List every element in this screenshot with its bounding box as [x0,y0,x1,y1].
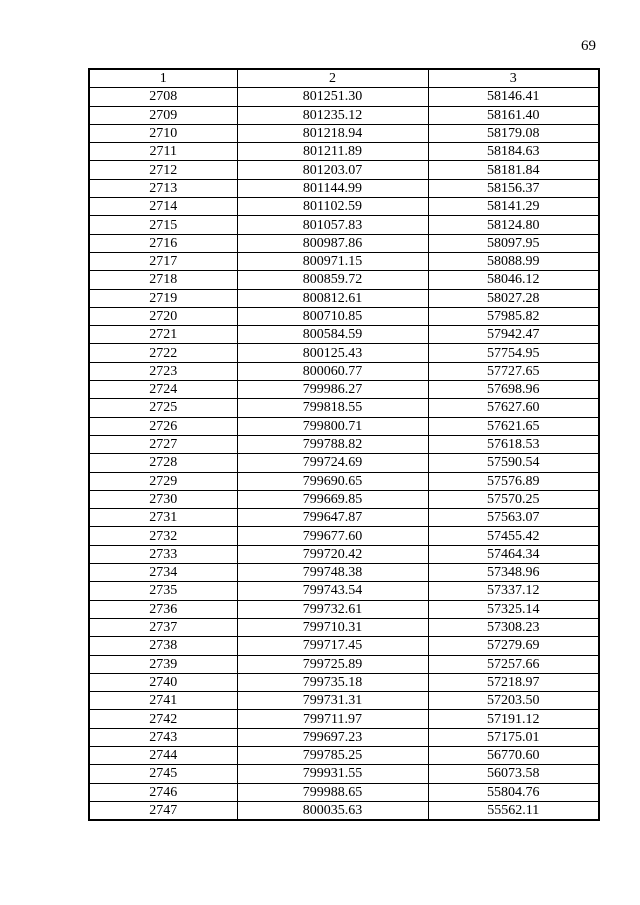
table-cell: 2712 [89,161,237,179]
table-cell: 799731.31 [237,692,428,710]
table-cell: 799669.85 [237,490,428,508]
table-row [89,143,599,161]
table-cell: 800584.59 [237,326,428,344]
table-cell: 2747 [89,801,237,820]
table-cell: 55562.11 [428,801,599,820]
table-cell: 2727 [89,435,237,453]
table-cell: 799818.55 [237,399,428,417]
table-cell: 2726 [89,417,237,435]
table-cell: 58046.12 [428,271,599,289]
table-cell: 56770.60 [428,746,599,764]
table-cell: 799717.45 [237,637,428,655]
table-row [89,234,599,252]
table-row [89,362,599,380]
table-cell: 799986.27 [237,381,428,399]
table-row [89,472,599,490]
table-cell: 800812.61 [237,289,428,307]
table-cell: 57325.14 [428,600,599,618]
table-row [89,600,599,618]
table-row [89,307,599,325]
table-row [89,509,599,527]
coordinates-table [88,68,600,821]
table-cell: 799748.38 [237,564,428,582]
table-row [89,216,599,234]
table-cell: 57590.54 [428,454,599,472]
table-row [89,490,599,508]
table-cell: 58179.08 [428,124,599,142]
table-row [89,582,599,600]
table-cell: 57203.50 [428,692,599,710]
table-cell: 2724 [89,381,237,399]
table-cell: 2729 [89,472,237,490]
table-cell: 799800.71 [237,417,428,435]
column-header: 1 [89,69,237,88]
table-cell: 58184.63 [428,143,599,161]
table-cell: 2738 [89,637,237,655]
table-cell: 2714 [89,198,237,216]
table-cell: 2710 [89,124,237,142]
table-cell: 2718 [89,271,237,289]
table-row [89,252,599,270]
table-cell: 57308.23 [428,618,599,636]
table-cell: 799725.89 [237,655,428,673]
table-row [89,637,599,655]
table-row [89,198,599,216]
column-header: 3 [428,69,599,88]
table-row [89,435,599,453]
table-cell: 57618.53 [428,435,599,453]
table-cell: 57698.96 [428,381,599,399]
table-cell: 2730 [89,490,237,508]
table-cell: 801057.83 [237,216,428,234]
table-cell: 2720 [89,307,237,325]
table-cell: 58097.95 [428,234,599,252]
table-cell: 800971.15 [237,252,428,270]
table-cell: 2741 [89,692,237,710]
table-row [89,417,599,435]
table-cell: 799788.82 [237,435,428,453]
table-cell: 58088.99 [428,252,599,270]
table-cell: 2713 [89,179,237,197]
table-cell: 2723 [89,362,237,380]
table-cell: 2744 [89,746,237,764]
table-row [89,728,599,746]
table-cell: 56073.58 [428,765,599,783]
table-row [89,289,599,307]
table-row [89,399,599,417]
table-cell: 801102.59 [237,198,428,216]
table-cell: 2735 [89,582,237,600]
table-cell: 2731 [89,509,237,527]
table-cell: 799677.60 [237,527,428,545]
table-row [89,271,599,289]
table-row [89,381,599,399]
table-cell: 2725 [89,399,237,417]
table-cell: 800035.63 [237,801,428,820]
table-cell: 800710.85 [237,307,428,325]
table-row [89,765,599,783]
table-cell: 57337.12 [428,582,599,600]
table-cell: 799720.42 [237,545,428,563]
table-cell: 2733 [89,545,237,563]
table-row [89,564,599,582]
table-cell: 801203.07 [237,161,428,179]
table-cell: 58027.28 [428,289,599,307]
table-cell: 2717 [89,252,237,270]
table-body [89,88,599,820]
table-cell: 2711 [89,143,237,161]
table-cell: 799743.54 [237,582,428,600]
table-cell: 57563.07 [428,509,599,527]
table-row [89,344,599,362]
table-row [89,88,599,106]
table-row [89,692,599,710]
table-cell: 800987.86 [237,234,428,252]
table-cell: 2746 [89,783,237,801]
table-cell: 58141.29 [428,198,599,216]
table-cell: 801235.12 [237,106,428,124]
table-cell: 2721 [89,326,237,344]
table-cell: 57464.34 [428,545,599,563]
table-cell: 57942.47 [428,326,599,344]
table-row [89,106,599,124]
table-row [89,655,599,673]
page-number: 69 [581,38,596,54]
table-row [89,710,599,728]
table-cell: 57621.65 [428,417,599,435]
table-cell: 57175.01 [428,728,599,746]
table-cell: 2737 [89,618,237,636]
table-cell: 57257.66 [428,655,599,673]
table-cell: 57727.65 [428,362,599,380]
table-cell: 799711.97 [237,710,428,728]
table-row [89,124,599,142]
table-cell: 2736 [89,600,237,618]
column-header: 2 [237,69,428,88]
table-cell: 2708 [89,88,237,106]
table-cell: 799710.31 [237,618,428,636]
table-cell: 800125.43 [237,344,428,362]
table-cell: 799785.25 [237,746,428,764]
table-cell: 58124.80 [428,216,599,234]
table-cell: 2740 [89,673,237,691]
table-cell: 800060.77 [237,362,428,380]
table-row [89,161,599,179]
table-cell: 2709 [89,106,237,124]
table-cell: 57985.82 [428,307,599,325]
table-cell: 799697.23 [237,728,428,746]
table-cell: 799988.65 [237,783,428,801]
table-row [89,746,599,764]
table-cell: 57754.95 [428,344,599,362]
table-cell: 57348.96 [428,564,599,582]
table-cell: 2722 [89,344,237,362]
table-cell: 57279.69 [428,637,599,655]
table-cell: 801211.89 [237,143,428,161]
table-cell: 57570.25 [428,490,599,508]
table-cell: 57218.97 [428,673,599,691]
table-row [89,545,599,563]
table-cell: 57455.42 [428,527,599,545]
table-row [89,618,599,636]
table-row [89,454,599,472]
table-row [89,783,599,801]
table-cell: 2716 [89,234,237,252]
table-cell: 801144.99 [237,179,428,197]
table-cell: 2719 [89,289,237,307]
table-cell: 799735.18 [237,673,428,691]
table-row [89,179,599,197]
table-cell: 800859.72 [237,271,428,289]
table-cell: 799690.65 [237,472,428,490]
table-cell: 799732.61 [237,600,428,618]
table-cell: 2732 [89,527,237,545]
table-cell: 57576.89 [428,472,599,490]
table-cell: 2728 [89,454,237,472]
table-cell: 58146.41 [428,88,599,106]
table-cell: 2715 [89,216,237,234]
table-cell: 55804.76 [428,783,599,801]
table-cell: 57191.12 [428,710,599,728]
table-row [89,326,599,344]
table-cell: 801218.94 [237,124,428,142]
table-cell: 2743 [89,728,237,746]
table-cell: 799724.69 [237,454,428,472]
table-cell: 801251.30 [237,88,428,106]
table-cell: 2745 [89,765,237,783]
table-row [89,527,599,545]
table-cell: 58156.37 [428,179,599,197]
table-cell: 57627.60 [428,399,599,417]
table-cell: 2734 [89,564,237,582]
table-cell: 58181.84 [428,161,599,179]
table-cell: 58161.40 [428,106,599,124]
table-cell: 799931.55 [237,765,428,783]
table-row [89,801,599,820]
table-cell: 2742 [89,710,237,728]
table-cell: 2739 [89,655,237,673]
table-header-row [89,69,599,88]
table-row [89,673,599,691]
table-cell: 799647.87 [237,509,428,527]
